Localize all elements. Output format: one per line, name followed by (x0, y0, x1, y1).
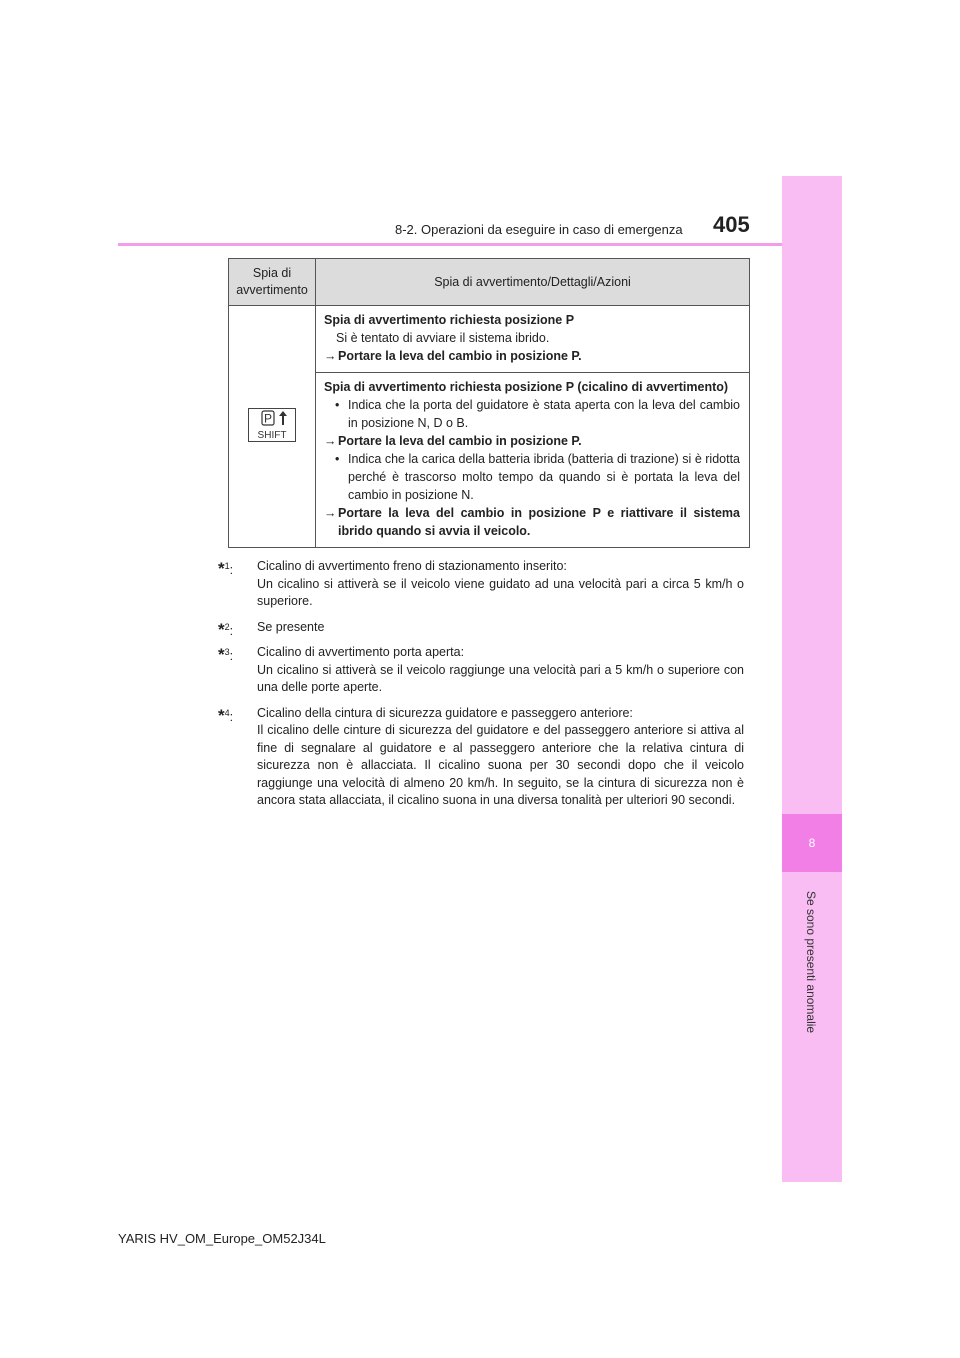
chapter-title: Se sono presenti anomalie (804, 891, 818, 1034)
shift-icon-text: SHIFT (257, 429, 287, 441)
footnote-4: *$^4$: Cicalino della cintura di sicurezza guidatore e passeggero anteriore: Il cicalino delle cinture di sicurezza del guidatore e del passeggero anteriore si attiva al fine di segnalare al guidatore e al passeggero anteriore che la relativa cintura di sicurezza non è allacciata. Il cicalino suona per 30 secondi dopo che il veicolo raggiunge una velocità di almeno 20 km/h. In seguito, se la cintura di sicurezza non è ancora stata allacciata, il cicalino suona in una diversa tonalità per ulteriori 90 secondi. (218, 705, 744, 807)
document-code: YARIS HV_OM_Europe_OM52J34L (118, 1231, 326, 1246)
row2-action1: → Portare la leva del cambio in posizione P. (324, 434, 582, 448)
arrow-icon: → (324, 506, 337, 520)
bullet-icon: • (335, 452, 340, 466)
row2-bullet2: • Indica che la carica della batteria ibrida (batteria di trazione) si è ridotta perché è trascorso molto tempo da quando si è portata la leva del cambio in posizione N. (335, 452, 740, 502)
footnotes (218, 558, 744, 818)
shift-p-icon (248, 408, 296, 442)
icon-cell (229, 306, 316, 548)
warning-light-table (228, 258, 750, 548)
col-header-details: Spia di avvertimento/Dettagli/Azioni (316, 259, 750, 306)
chapter-sidebar (782, 176, 842, 1182)
shift-icon-letter: P (263, 411, 273, 425)
row2-title: Spia di avvertimento richiesta posizione P (cicalino di avvertimento) (324, 380, 729, 394)
row1-action: → Portare la leva del cambio in posizione P. (324, 349, 582, 363)
header-rule (118, 243, 782, 246)
row2-details (316, 373, 750, 548)
row2-bullet1: • Indica che la porta del guidatore è stata aperta con la leva del cambio in posizione N, D o B. (335, 398, 740, 430)
arrow-icon: → (324, 434, 337, 448)
chapter-number-tab: 8 (782, 814, 842, 872)
arrow-icon: → (324, 349, 337, 363)
row1-title: Spia di avvertimento richiesta posizione P (324, 313, 575, 327)
row2-action2: → Portare la leva del cambio in posizione P e riattivare il sistema ibrido quando si avvia il veicolo. (324, 506, 740, 538)
bullet-icon: • (335, 398, 340, 412)
row1-line: Si è tentato di avviare il sistema ibrido. (336, 331, 550, 345)
footnote-1: *$^1$: Cicalino di avvertimento freno di stazionamento inserito: Un cicalino si attiverà se il veicolo viene guidato ad una velocità pari a circa 5 km/h o superiore. (218, 559, 744, 608)
footnote-3: *$^3$: Cicalino di avvertimento porta aperta: Un cicalino si attiverà se il veicolo raggiunge una velocità pari a 5 km/h o superiore con una delle porte aperte. (218, 645, 744, 694)
section-title: 8-2. Operazioni da eseguire in caso di emergenza (395, 222, 683, 237)
row1-details (316, 306, 750, 373)
table-row (229, 306, 750, 373)
table-header-row (229, 259, 750, 306)
page-number: 405 (713, 212, 750, 237)
footnote-2: *$^2$: Se presente (218, 619, 325, 639)
col-header-light: Spia di avvertimento (229, 259, 316, 306)
